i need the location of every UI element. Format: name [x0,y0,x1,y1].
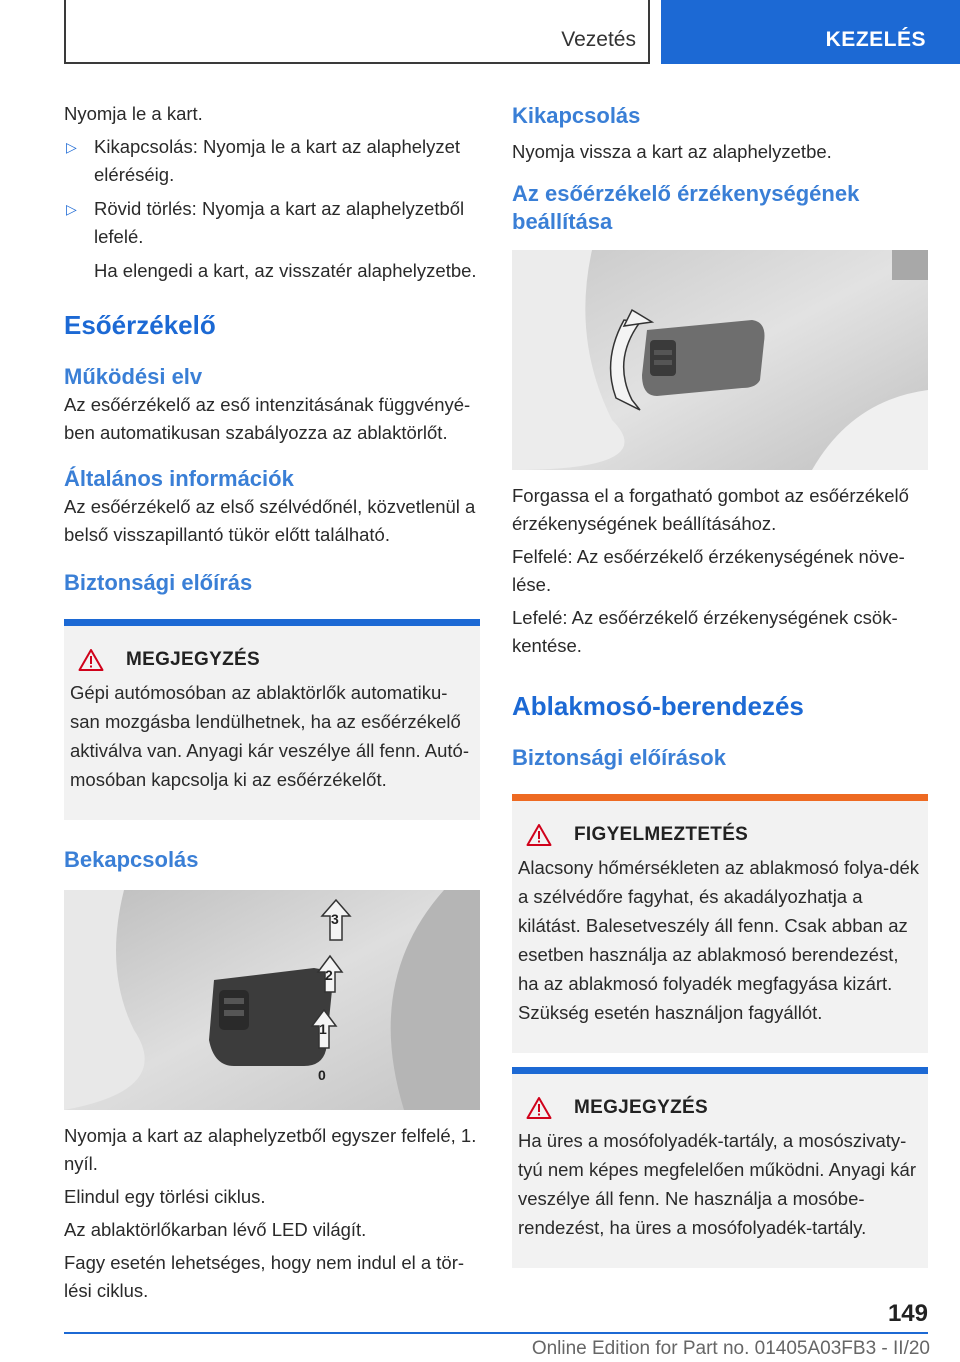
sensitivity-text-3: Lefelé: Az esőérzékelő érzékenységének csök-kentése. [512,607,898,656]
page-number: 149 [887,1300,928,1327]
arrow-label: 3 [331,911,339,927]
bullet-item [64,133,480,189]
bullet-triangle-icon: ▷ [66,201,77,217]
warning-triangle-icon [526,1096,552,1120]
switch-off-heading: Kikapcsolás [512,103,641,128]
washer-heading: Ablakmosó-berendezés [512,691,804,721]
arrow-label: 1 [319,1021,327,1037]
warning-text: Alacsony hőmérsékleten az ablakmosó folya-dék a szélvédőre fagyhat, és akadályozhatja a kilátást. Balesetveszély áll fenn. Csak abban az esetben használja az ablakmosó berendezést, ha az ablakmosó folyadék megfagyása kizárt. Szükség esetén használjon fagyállót. [518,857,920,1023]
footer-divider [64,1332,928,1334]
wiper-lever-illustration-icon [64,890,480,1110]
sensitivity-knob-figure [512,250,928,470]
paragraph-4: Fagy esetén lehetséges, hogy nem indul el a tör-lési ciklus. [64,1252,465,1301]
washer-safety-heading: Biztonsági előírások [512,745,726,770]
principle-heading: Működési elv [64,364,203,389]
right-column [512,100,928,1268]
switch-on-heading: Bekapcsolás [64,847,199,872]
switch-off-text: Nyomja vissza a kart az alaphelyzetbe. [512,141,832,162]
header-chapter-title: KEZELÉS [825,28,926,51]
arrow-label: 2 [325,967,333,983]
warning-box [512,794,928,1053]
paragraph-1: Nyomja a kart az alaphelyzetből egyszer felfelé, 1. nyíl. [64,1125,477,1174]
notice-text: Gépi autómosóban az ablaktörlők automatiku-san mozgásba lendülhetnek, ha az esőérzékelő aktiválva van. Anyagi kár veszélye áll fenn. Autó-mosóban kapcsolja ki az esőérzékelőt. [70,682,469,790]
notice-label: MEGJEGYZÉS [574,1097,708,1118]
arrow-label: 0 [318,1067,326,1083]
bullet-triangle-icon: ▷ [66,139,77,155]
sensitivity-text-2: Felfelé: Az esőérzékelő érzékenységének növe-lése. [512,546,905,595]
notice-box [512,1067,928,1268]
footer-edition: Online Edition for Part no. 01405A03FB3 - II/20 [531,1338,930,1359]
bullet-note: Ha elengedi a kart, az visszatér alaphelyzetbe. [94,260,477,281]
notice-text: Ha üres a mosófolyadék-tartály, a mosószivaty-tyú nem képes megfelelően működni. Anyagi kár veszélye áll fenn. Ne használja a mosóbe-rendezést, ha üres a mosófolyadék-tartály. [518,1130,916,1238]
bullet-text: Kikapcsolás: Nyomja le a kart az alaphelyzet eléréséig. [94,136,461,185]
rain-sensor-heading: Esőérzékelő [64,310,216,340]
bullet-item [64,195,480,251]
header-section-title: Vezetés [561,28,636,51]
notice-label: MEGJEGYZÉS [126,649,260,670]
warning-triangle-icon [78,648,104,672]
principle-text: Az esőérzékelő az eső intenzitásának függvényé-ben automatikusan szabályozza az ablaktörlőt. [64,394,471,443]
paragraph-2: Elindul egy törlési ciklus. [64,1186,266,1207]
general-info-heading: Általános információk [64,466,294,491]
bullet-text: Rövid törlés: Nyomja a kart az alaphelyzetből lefelé. [94,198,465,247]
sensitivity-text-1: Forgassa el a forgatható gombot az esőérzékelő érzékenységének beállításához. [512,485,909,534]
sensitivity-heading: Az esőérzékelő érzékenységének beállítása [512,181,860,234]
general-info-text: Az esőérzékelő az első szélvédőnél, közvetlenül a belső visszapillantó tükör előtt található. [64,496,476,545]
warning-triangle-icon [526,823,552,847]
paragraph-3: Az ablaktörlőkarban lévő LED világít. [64,1219,367,1240]
intro-text: Nyomja le a kart. [64,103,203,124]
left-column [64,100,480,1310]
wiper-lever-figure [64,890,480,1110]
warning-label: FIGYELMEZTETÉS [574,824,749,845]
notice-box [64,619,480,820]
safety-heading: Biztonsági előírás [64,570,253,595]
sensitivity-knob-illustration-icon [512,250,928,470]
